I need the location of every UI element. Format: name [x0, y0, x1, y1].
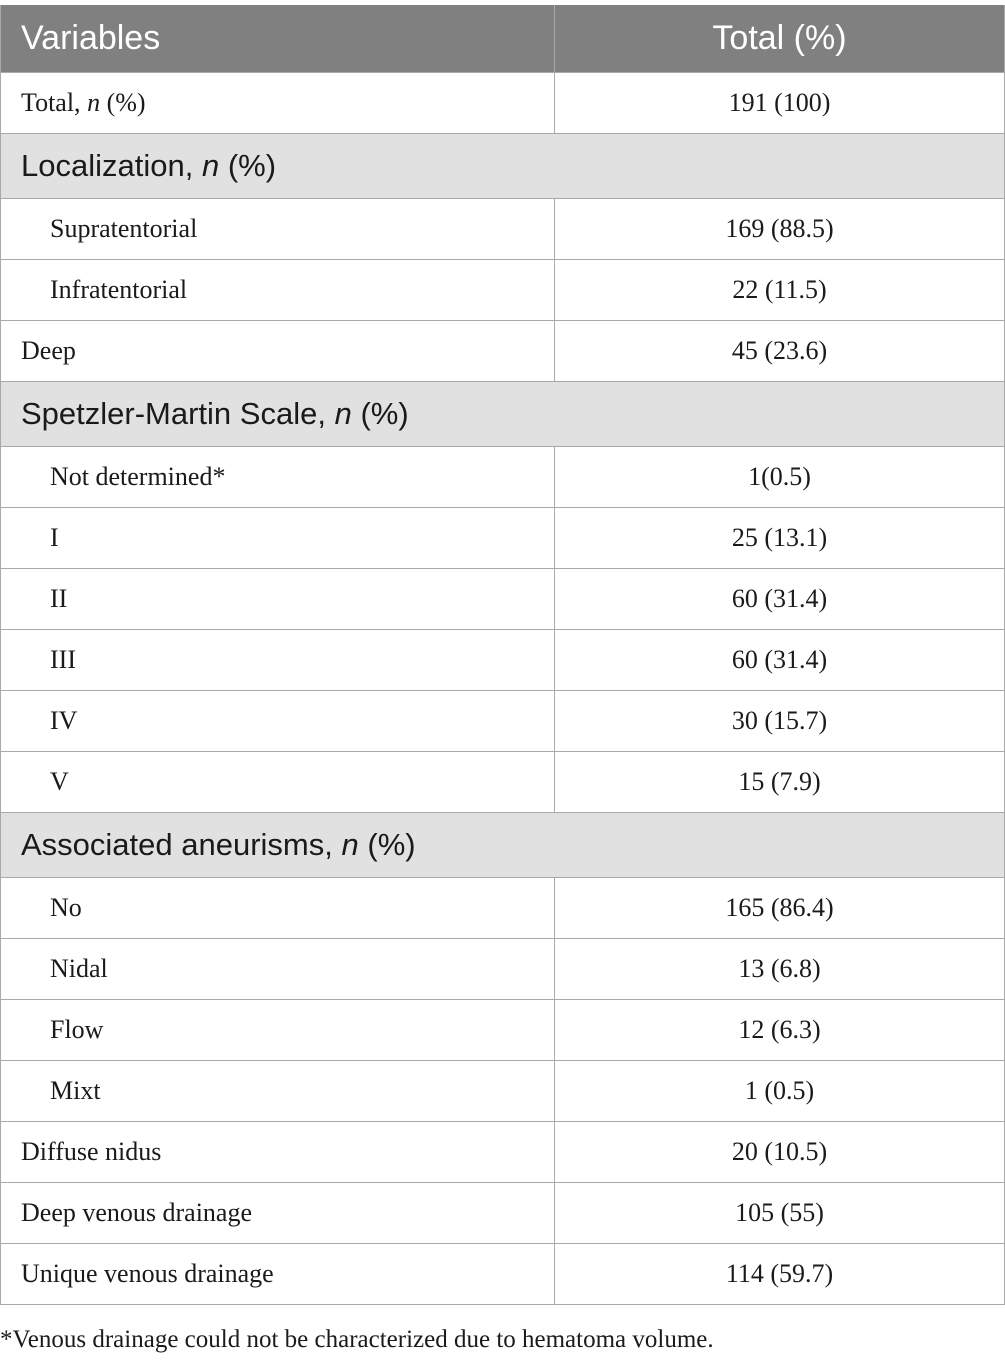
variables-table: [0, 5, 1005, 1305]
row-value: 45 (23.6): [555, 321, 1005, 382]
section-localization: [1, 134, 1005, 199]
header-total: Total (%): [555, 5, 1005, 73]
row-label: I: [1, 508, 555, 569]
row-value: 22 (11.5): [555, 260, 1005, 321]
table-row-deep-venous-drainage: [1, 1183, 1005, 1244]
table-row-deep: [1, 321, 1005, 382]
table-row-diffuse-nidus: [1, 1122, 1005, 1183]
table-footnote: *Venous drainage could not be characterized due to hematoma volume.: [0, 1326, 714, 1353]
section-spetzler-martin: [1, 382, 1005, 447]
row-value: 60 (31.4): [555, 569, 1005, 630]
header-variables: Variables: [1, 5, 555, 73]
row-value: 15 (7.9): [555, 752, 1005, 813]
row-label: No: [1, 878, 555, 939]
row-value: 13 (6.8): [555, 939, 1005, 1000]
row-label: Deep: [1, 321, 555, 382]
table-row-grade-v: [1, 752, 1005, 813]
row-value: 12 (6.3): [555, 1000, 1005, 1061]
row-label: Flow: [1, 1000, 555, 1061]
row-label: Nidal: [1, 939, 555, 1000]
row-label: Supratentorial: [1, 199, 555, 260]
row-value: 30 (15.7): [555, 691, 1005, 752]
row-label: IV: [1, 691, 555, 752]
table-row-flow: [1, 1000, 1005, 1061]
table-header-row: [1, 5, 1005, 73]
row-value: 165 (86.4): [555, 878, 1005, 939]
row-value: 1 (0.5): [555, 1061, 1005, 1122]
row-label: III: [1, 630, 555, 691]
row-value: 169 (88.5): [555, 199, 1005, 260]
table-row-mixt: [1, 1061, 1005, 1122]
row-label: Mixt: [1, 1061, 555, 1122]
row-label: II: [1, 569, 555, 630]
row-label: Diffuse nidus: [1, 1122, 555, 1183]
table-row-infratentorial: [1, 260, 1005, 321]
table-row-grade-ii: [1, 569, 1005, 630]
section-label: Spetzler-Martin Scale, n (%): [1, 382, 1005, 447]
row-value: 105 (55): [555, 1183, 1005, 1244]
row-value: 191 (100): [555, 73, 1005, 134]
section-label: Localization, n (%): [1, 134, 1005, 199]
section-label: Associated aneurisms, n (%): [1, 813, 1005, 878]
row-label: V: [1, 752, 555, 813]
row-label: Deep venous drainage: [1, 1183, 555, 1244]
table-row-grade-iii: [1, 630, 1005, 691]
row-value: 60 (31.4): [555, 630, 1005, 691]
row-value: 20 (10.5): [555, 1122, 1005, 1183]
table-row-nidal: [1, 939, 1005, 1000]
table-row-supratentorial: [1, 199, 1005, 260]
table-row-total: [1, 73, 1005, 134]
row-label: Infratentorial: [1, 260, 555, 321]
table-row-not-determined: [1, 447, 1005, 508]
section-associated-aneurisms: [1, 813, 1005, 878]
row-label: Unique venous drainage: [1, 1244, 555, 1305]
table-row-no: [1, 878, 1005, 939]
row-value: 114 (59.7): [555, 1244, 1005, 1305]
table-row-grade-i: [1, 508, 1005, 569]
row-label: Not determined*: [1, 447, 555, 508]
row-label: Total, n (%): [1, 73, 555, 134]
row-value: 1(0.5): [555, 447, 1005, 508]
row-value: 25 (13.1): [555, 508, 1005, 569]
table-row-grade-iv: [1, 691, 1005, 752]
table-row-unique-venous-drainage: [1, 1244, 1005, 1305]
